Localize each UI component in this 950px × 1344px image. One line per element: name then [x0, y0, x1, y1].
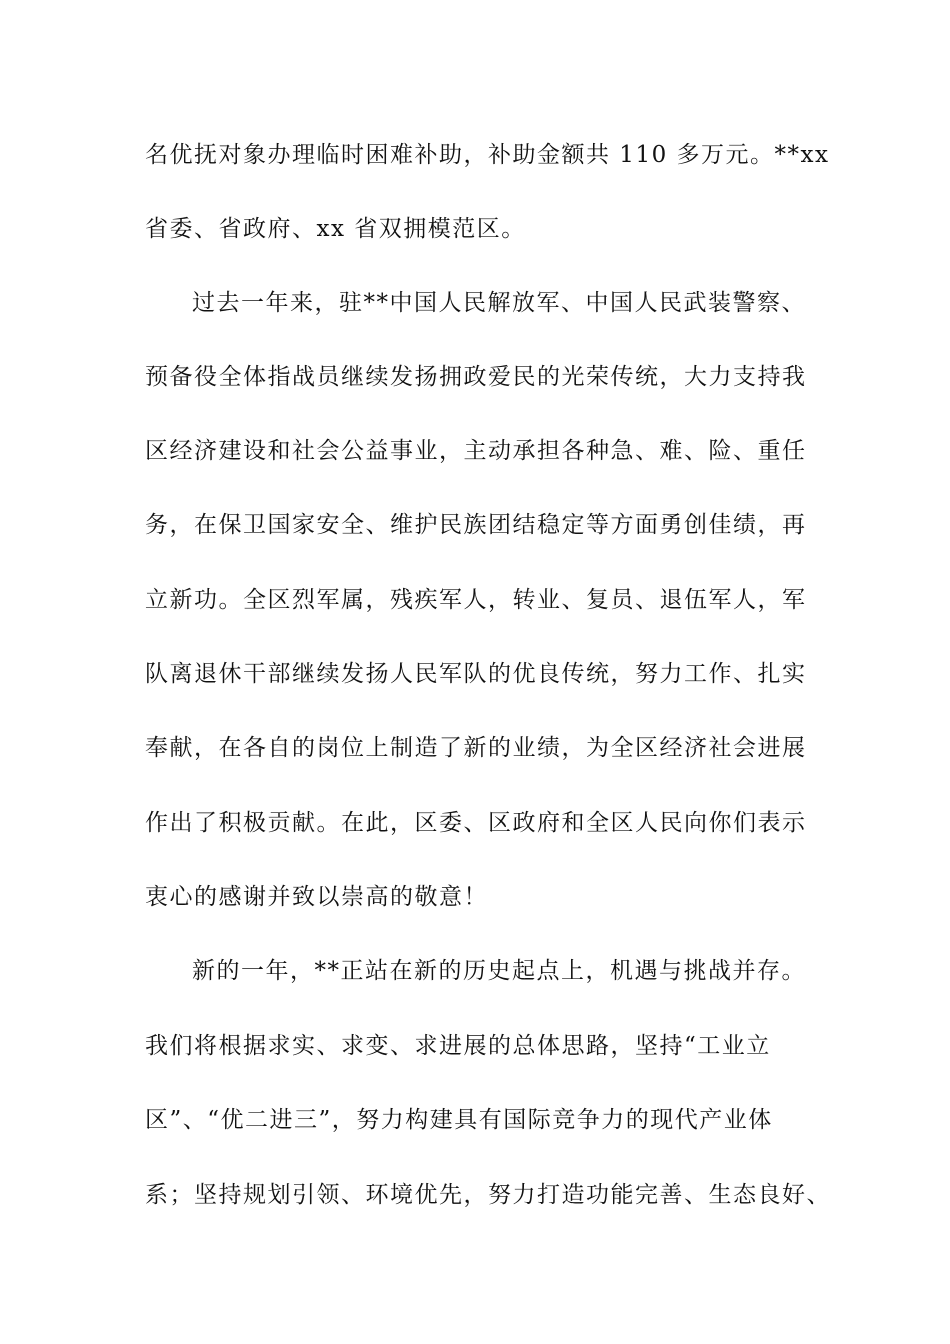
text-line-10: 作出了积极贡献。在此，区委、区政府和全区人民向你们表示: [145, 810, 807, 836]
text-line-7: 立新功。全区烈军属，残疾军人，转业、复员、退伍军人，军: [145, 587, 807, 613]
text-line-3: 过去一年来，驻**中国人民解放军、中国人民武装警察、: [192, 290, 806, 316]
text-line-13: 我们将根据求实、求变、求进展的总体思路，坚持“工业立: [145, 1033, 771, 1059]
text-line-15: 系；坚持规划引领、环境优先，努力打造功能完善、生态良好、: [145, 1182, 831, 1208]
text-line-9: 奉献，在各自的岗位上制造了新的业绩，为全区经济社会进展: [145, 735, 807, 761]
text-line-6: 务，在保卫国家安全、维护民族团结稳定等方面勇创佳绩，再: [145, 512, 807, 538]
text-line-14: 区”、“优二进三”，努力构建具有国际竞争力的现代产业体: [145, 1107, 773, 1133]
text-line-8: 队离退休干部继续发扬人民军队的优良传统，努力工作、扎实: [145, 661, 807, 687]
text-line-5: 区经济建设和社会公益事业，主动承担各种急、难、险、重任: [145, 438, 807, 464]
text-line-12: 新的一年，**正站在新的历史起点上，机遇与挑战并存。: [192, 958, 806, 984]
text-line-1: 名优抚对象办理临时困难补助，补助金额共 110 多万元。**xx: [145, 142, 830, 168]
text-line-2: 省委、省政府、xx 省双拥模范区。: [145, 216, 526, 242]
text-line-4: 预备役全体指战员继续发扬拥政爱民的光荣传统，大力支持我: [145, 364, 807, 390]
text-line-11: 衷心的感谢并致以崇高的敬意！: [145, 884, 488, 910]
